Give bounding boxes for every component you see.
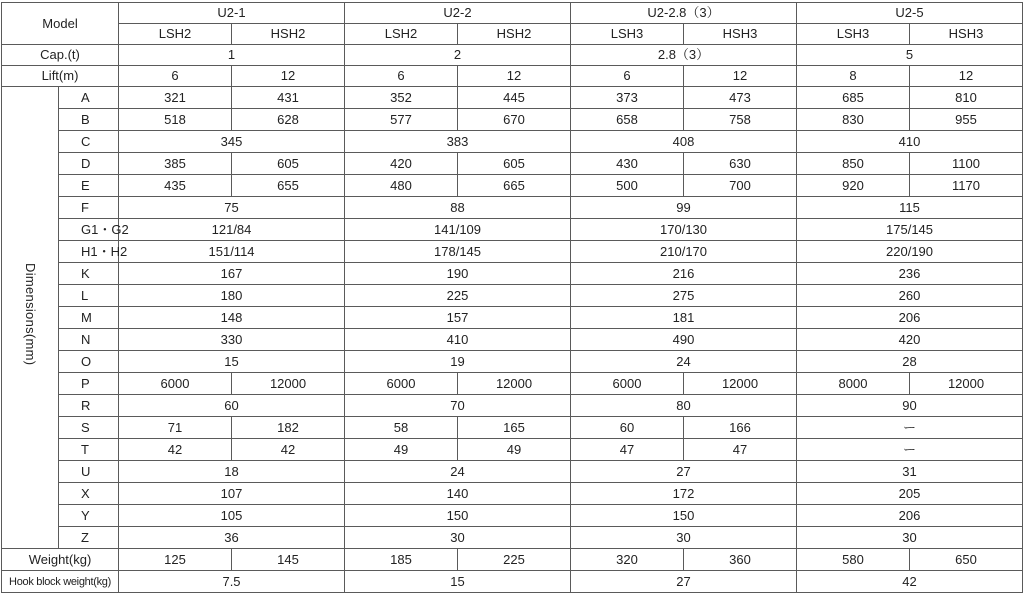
- dimension-value: 60: [119, 395, 345, 417]
- dimension-value: 150: [345, 505, 571, 527]
- dimension-value: 330: [119, 329, 345, 351]
- dimension-value: 518: [119, 109, 232, 131]
- dimension-row: [2, 285, 1023, 307]
- dimension-value: 665: [458, 175, 571, 197]
- dimension-row: [2, 373, 1023, 395]
- dimension-name: M: [59, 307, 119, 329]
- dimension-value: 36: [119, 527, 345, 549]
- dimension-value: 850: [797, 153, 910, 175]
- model-name: U2-1: [119, 3, 345, 24]
- lift-row: [2, 66, 1023, 87]
- hook-block-value: 27: [571, 571, 797, 593]
- dimension-value: 410: [345, 329, 571, 351]
- dimension-value: 420: [345, 153, 458, 175]
- dimension-value: 80: [571, 395, 797, 417]
- dimension-value: 148: [119, 307, 345, 329]
- dimension-value: 165: [458, 417, 571, 439]
- dimension-row: [2, 131, 1023, 153]
- weight-label: Weight(kg): [2, 549, 119, 571]
- dimension-value: 140: [345, 483, 571, 505]
- dimension-row: [2, 395, 1023, 417]
- dimensions-label: [2, 87, 59, 549]
- lift-label: Lift(m): [2, 66, 119, 87]
- weight-value: 360: [684, 549, 797, 571]
- weight-row: [2, 549, 1023, 571]
- dimension-row: [2, 263, 1023, 285]
- dimension-name: G1・G2: [59, 219, 119, 241]
- hook-block-value: 15: [345, 571, 571, 593]
- dimension-value: 175/145: [797, 219, 1023, 241]
- dimension-name: X: [59, 483, 119, 505]
- dimension-value: 225: [345, 285, 571, 307]
- dimension-value: 47: [684, 439, 797, 461]
- dimension-value: 180: [119, 285, 345, 307]
- dimension-value: 24: [345, 461, 571, 483]
- lift-value: 6: [571, 66, 684, 87]
- dimension-row: [2, 219, 1023, 241]
- dimension-value: 383: [345, 131, 571, 153]
- dimension-value: 58: [345, 417, 458, 439]
- dimension-value: 12000: [458, 373, 571, 395]
- dimension-row: [2, 307, 1023, 329]
- dimension-row: [2, 439, 1023, 461]
- dimension-value: 107: [119, 483, 345, 505]
- dimension-value: 150: [571, 505, 797, 527]
- dimension-row: [2, 153, 1023, 175]
- dimension-value: 490: [571, 329, 797, 351]
- dimension-value: 19: [345, 351, 571, 373]
- dimension-value: 170/130: [571, 219, 797, 241]
- dimension-name: C: [59, 131, 119, 153]
- dimension-value: 500: [571, 175, 684, 197]
- weight-value: 145: [232, 549, 345, 571]
- dimension-value: 181: [571, 307, 797, 329]
- table-header: [2, 3, 1023, 45]
- capacity-value: 1: [119, 45, 345, 66]
- dimension-value: 70: [345, 395, 571, 417]
- dimension-value: 758: [684, 109, 797, 131]
- dimension-value: 6000: [119, 373, 232, 395]
- dimension-value: 830: [797, 109, 910, 131]
- dimension-value: 955: [910, 109, 1023, 131]
- dimension-value: 151/114: [119, 241, 345, 263]
- dimension-value: 8000: [797, 373, 910, 395]
- dimension-value: 445: [458, 87, 571, 109]
- weight-value: 320: [571, 549, 684, 571]
- dimension-value: 31: [797, 461, 1023, 483]
- dimension-row: [2, 109, 1023, 131]
- capacity-value: 5: [797, 45, 1023, 66]
- dimension-row: [2, 175, 1023, 197]
- dimension-name: Z: [59, 527, 119, 549]
- dimension-value: 420: [797, 329, 1023, 351]
- dimension-value: 275: [571, 285, 797, 307]
- variant-name: LSH2: [345, 24, 458, 45]
- model-row: [2, 3, 1023, 24]
- dimension-value: 90: [797, 395, 1023, 417]
- hook-block-value: 7.5: [119, 571, 345, 593]
- dimension-value: 157: [345, 307, 571, 329]
- variant-row: [2, 24, 1023, 45]
- dimension-value: 431: [232, 87, 345, 109]
- dimension-name: U: [59, 461, 119, 483]
- dimension-value: 30: [797, 527, 1023, 549]
- dimension-value: 205: [797, 483, 1023, 505]
- dimension-value: 88: [345, 197, 571, 219]
- dimension-value: 42: [232, 439, 345, 461]
- dimension-value: 12000: [232, 373, 345, 395]
- weight-value: 225: [458, 549, 571, 571]
- dimensions-label-text: Dimensions(mm): [23, 263, 38, 366]
- dimension-value: 75: [119, 197, 345, 219]
- dimension-value: 345: [119, 131, 345, 153]
- dimension-value: 206: [797, 505, 1023, 527]
- dimension-value: 47: [571, 439, 684, 461]
- dimension-value: 18: [119, 461, 345, 483]
- dimension-value: 121/84: [119, 219, 345, 241]
- model-name: U2-2: [345, 3, 571, 24]
- variant-name: LSH2: [119, 24, 232, 45]
- dimension-name: T: [59, 439, 119, 461]
- weight-value: 125: [119, 549, 232, 571]
- variant-name: HSH2: [458, 24, 571, 45]
- capacity-label: Cap.(t): [2, 45, 119, 66]
- dimension-value: 220/190: [797, 241, 1023, 263]
- dimension-value: 105: [119, 505, 345, 527]
- dimension-row: [2, 417, 1023, 439]
- dimension-value: 658: [571, 109, 684, 131]
- dimension-value: 115: [797, 197, 1023, 219]
- dimension-value: 172: [571, 483, 797, 505]
- dimension-value: 167: [119, 263, 345, 285]
- variant-name: HSH3: [684, 24, 797, 45]
- dimension-value: 27: [571, 461, 797, 483]
- dimension-value: 410: [797, 131, 1023, 153]
- hook-block-value: 42: [797, 571, 1023, 593]
- dimension-row: [2, 505, 1023, 527]
- weight-value: 650: [910, 549, 1023, 571]
- lift-value: 12: [684, 66, 797, 87]
- dimension-name: D: [59, 153, 119, 175]
- dimension-row: [2, 527, 1023, 549]
- dimension-value: 430: [571, 153, 684, 175]
- dimension-value: ー: [797, 417, 1023, 439]
- dimension-value: 30: [345, 527, 571, 549]
- table-body: [2, 45, 1023, 593]
- dimension-value: 190: [345, 263, 571, 285]
- dimension-value: 12000: [684, 373, 797, 395]
- weight-value: 580: [797, 549, 910, 571]
- dimension-value: 166: [684, 417, 797, 439]
- dimension-value: 700: [684, 175, 797, 197]
- variant-name: HSH2: [232, 24, 345, 45]
- dimension-name: F: [59, 197, 119, 219]
- dimension-value: 42: [119, 439, 232, 461]
- dimension-name: E: [59, 175, 119, 197]
- dimension-name: S: [59, 417, 119, 439]
- lift-value: 6: [119, 66, 232, 87]
- dimension-value: 260: [797, 285, 1023, 307]
- dimension-name: N: [59, 329, 119, 351]
- dimension-name: R: [59, 395, 119, 417]
- dimension-value: 28: [797, 351, 1023, 373]
- variant-name: LSH3: [571, 24, 684, 45]
- dimension-value: 15: [119, 351, 345, 373]
- dimension-value: 6000: [345, 373, 458, 395]
- dimension-row: [2, 461, 1023, 483]
- dimension-value: 141/109: [345, 219, 571, 241]
- dimension-value: 352: [345, 87, 458, 109]
- dimension-value: 1100: [910, 153, 1023, 175]
- dimension-value: 236: [797, 263, 1023, 285]
- capacity-row: [2, 45, 1023, 66]
- dimension-value: 628: [232, 109, 345, 131]
- dimension-value: 99: [571, 197, 797, 219]
- dimension-value: 655: [232, 175, 345, 197]
- dimension-value: 577: [345, 109, 458, 131]
- dimension-value: 473: [684, 87, 797, 109]
- dimension-value: 435: [119, 175, 232, 197]
- dimension-value: 685: [797, 87, 910, 109]
- dimension-value: 210/170: [571, 241, 797, 263]
- lift-value: 6: [345, 66, 458, 87]
- dimension-value: 24: [571, 351, 797, 373]
- lift-value: 8: [797, 66, 910, 87]
- lift-value: 12: [458, 66, 571, 87]
- dimension-value: 480: [345, 175, 458, 197]
- lift-value: 12: [910, 66, 1023, 87]
- dimension-value: 321: [119, 87, 232, 109]
- weight-value: 185: [345, 549, 458, 571]
- dimension-value: 6000: [571, 373, 684, 395]
- dimension-value: 605: [458, 153, 571, 175]
- spec-table: [1, 2, 1023, 593]
- dimension-value: 49: [458, 439, 571, 461]
- dimension-value: 670: [458, 109, 571, 131]
- dimension-value: 1170: [910, 175, 1023, 197]
- dimension-name: A: [59, 87, 119, 109]
- dimension-value: 810: [910, 87, 1023, 109]
- dimension-row: [2, 197, 1023, 219]
- dimension-row: [2, 329, 1023, 351]
- hook-block-label: Hook block weight(kg): [2, 571, 119, 593]
- dimension-value: ー: [797, 439, 1023, 461]
- capacity-value: 2.8（3）: [571, 45, 797, 66]
- dimension-row: [2, 351, 1023, 373]
- dimension-value: 30: [571, 527, 797, 549]
- dimension-name: O: [59, 351, 119, 373]
- dimension-row: [2, 483, 1023, 505]
- dimension-value: 373: [571, 87, 684, 109]
- capacity-value: 2: [345, 45, 571, 66]
- dimension-value: 630: [684, 153, 797, 175]
- model-name: U2-2.8（3）: [571, 3, 797, 24]
- dimension-name: H1・H2: [59, 241, 119, 263]
- dimension-value: 206: [797, 307, 1023, 329]
- variant-name: LSH3: [797, 24, 910, 45]
- dimension-row: [2, 241, 1023, 263]
- dimension-value: 178/145: [345, 241, 571, 263]
- dimension-value: 71: [119, 417, 232, 439]
- variant-name: HSH3: [910, 24, 1023, 45]
- dimension-value: 12000: [910, 373, 1023, 395]
- hook-block-row: [2, 571, 1023, 593]
- dimension-name: L: [59, 285, 119, 307]
- dimension-value: 408: [571, 131, 797, 153]
- dimension-value: 920: [797, 175, 910, 197]
- dimension-value: 216: [571, 263, 797, 285]
- dimension-name: P: [59, 373, 119, 395]
- dimension-row: [2, 87, 1023, 109]
- dimension-value: 60: [571, 417, 684, 439]
- dimension-name: Y: [59, 505, 119, 527]
- dimension-name: B: [59, 109, 119, 131]
- lift-value: 12: [232, 66, 345, 87]
- model-label: Model: [2, 3, 119, 45]
- dimension-value: 182: [232, 417, 345, 439]
- dimension-value: 385: [119, 153, 232, 175]
- dimension-name: K: [59, 263, 119, 285]
- dimension-value: 605: [232, 153, 345, 175]
- dimension-value: 49: [345, 439, 458, 461]
- model-name: U2-5: [797, 3, 1023, 24]
